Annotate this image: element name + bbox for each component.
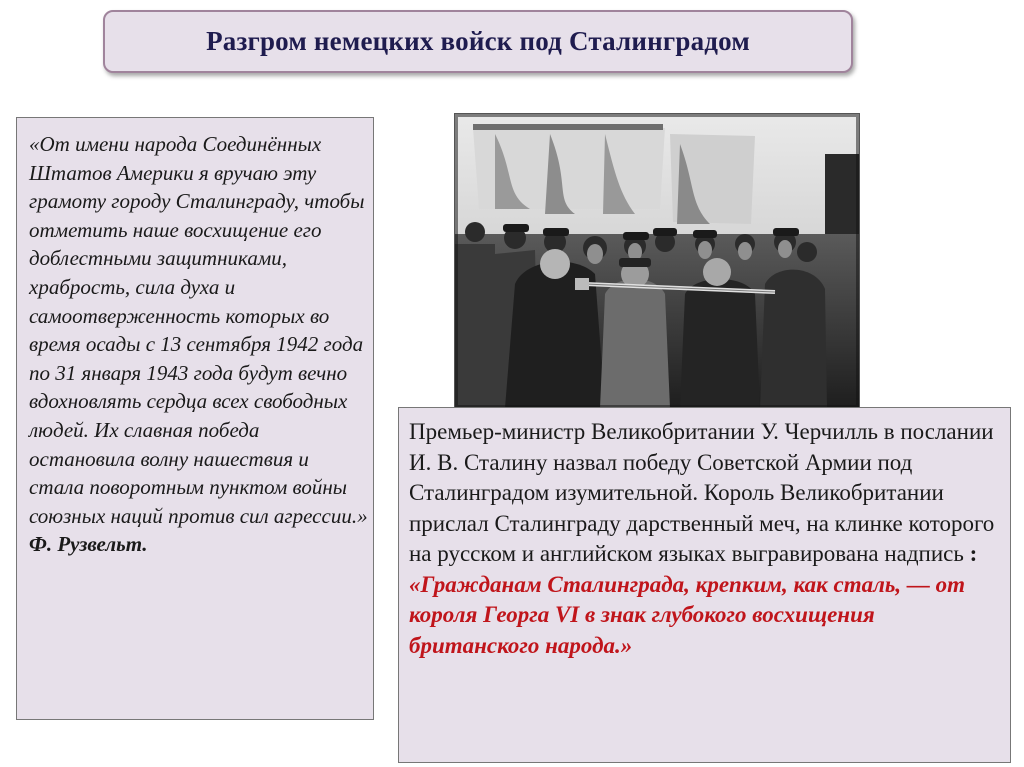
info-paragraph — [409, 417, 1002, 661]
quote-paragraph — [29, 130, 369, 559]
historical-photo — [454, 113, 860, 409]
sword-inscription: «Гражданам Сталинграда, крепким, как сталь, — от короля Георга VI в знак глубокого восхищения британского народа.» — [409, 571, 966, 658]
quote-text: «От имени народа Соединённых Штатов Америки я вручаю эту грамоту городу Сталинграду, чтобы отметить наше восхищение его доблестными защитниками, храбрость, сила духа и самоотверженность которых во время осады с 13 сентября 1942 года по 31 января 1943 года будут вечно вдохновлять сердца всех свободных людей. Их славная победа остановила волну нашествия и стала поворотным пунктом войны союзных наций против сил агрессии.» — [29, 132, 368, 528]
photo-illustration-icon — [455, 114, 859, 408]
page-title: Разгром немецких войск под Сталинградом — [206, 26, 750, 56]
churchill-info-panel — [398, 407, 1011, 763]
info-colon: : — [969, 541, 978, 566]
title-banner — [103, 10, 853, 73]
roosevelt-quote-panel — [16, 117, 374, 720]
quote-author: Ф. Рузвельт. — [29, 532, 148, 557]
info-text: Премьер-министр Великобритании У. Черчилль в послании И. В. Сталину назвал победу Советской Армии под Сталинградом изумительной. Король Великобритании прислал Сталинграду дарственный меч, на клинке которого на русском и английском языках выгравирована надпись — [409, 419, 995, 566]
